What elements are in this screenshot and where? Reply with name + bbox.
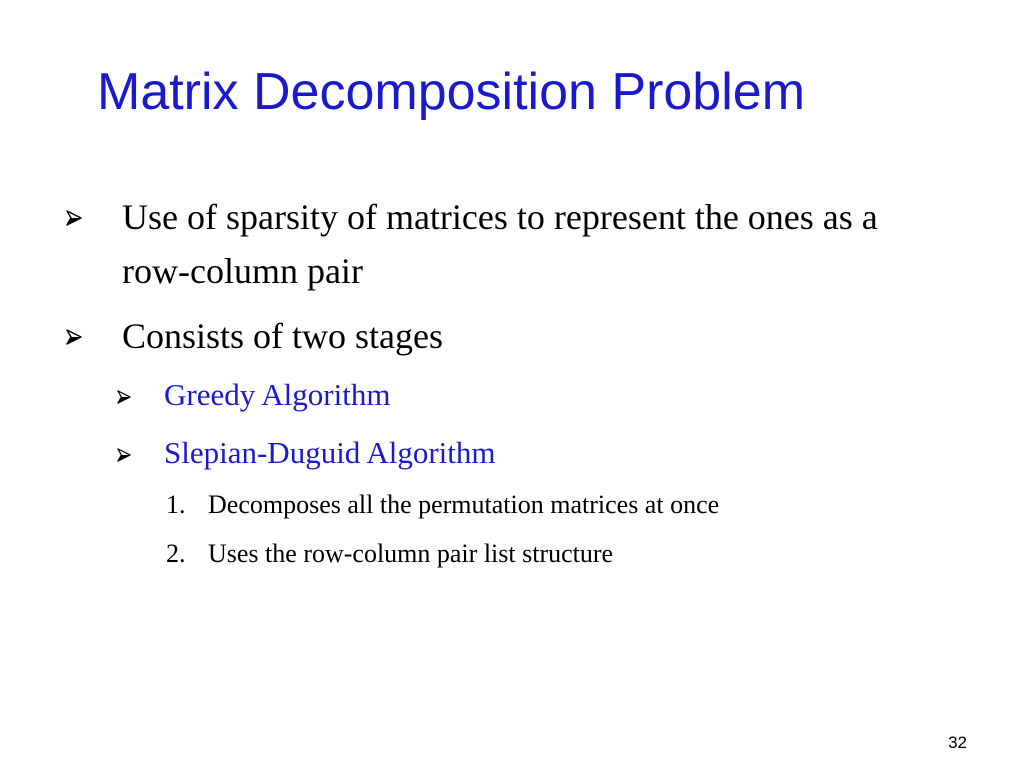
arrowhead-bullet-icon bbox=[66, 329, 82, 345]
slide-title: Matrix Decomposition Problem bbox=[97, 63, 806, 121]
bullet-text: Consists of two stages bbox=[122, 316, 444, 356]
bullet-text: Use of sparsity of matrices to represent the ones as a row-column pair bbox=[122, 197, 878, 291]
sub-bullet-text: Slepian-Duguid Algorithm bbox=[164, 435, 496, 470]
bullet-item bbox=[66, 309, 946, 363]
arrowhead-bullet-icon bbox=[66, 210, 82, 226]
item-number: 1. bbox=[166, 490, 186, 519]
numbered-item-text: Uses the row-column pair list structure bbox=[208, 539, 614, 568]
numbered-item-text: Decomposes all the permutation matrices at once bbox=[208, 490, 720, 519]
arrowhead-bullet-icon bbox=[117, 448, 131, 462]
item-number: 2. bbox=[166, 539, 186, 568]
numbered-item bbox=[166, 487, 719, 523]
page-number: 32 bbox=[948, 733, 967, 752]
arrowhead-bullet-icon bbox=[117, 390, 131, 404]
numbered-item bbox=[166, 536, 613, 572]
sub-bullet-text: Greedy Algorithm bbox=[164, 377, 391, 412]
bullet-item bbox=[66, 190, 946, 298]
